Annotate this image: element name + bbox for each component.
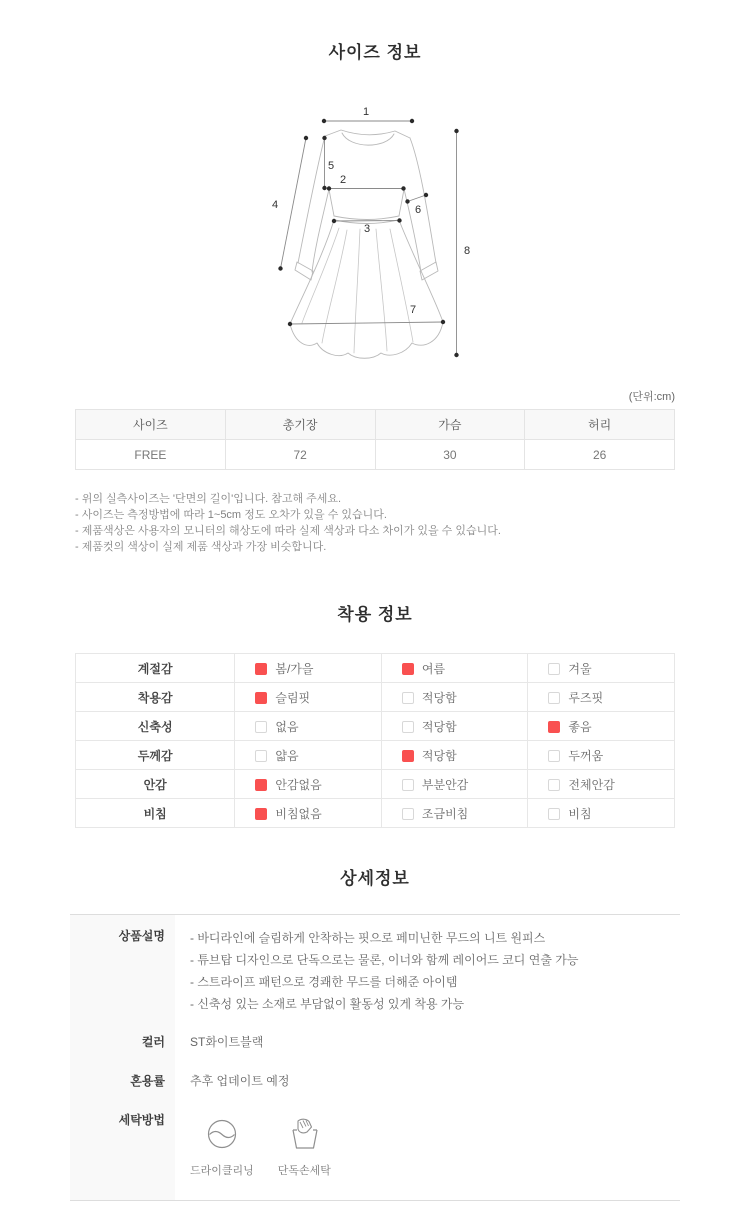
detail-description [175, 915, 680, 1021]
fit-option-label: 비침 [568, 806, 592, 821]
checkbox-icon [402, 663, 414, 675]
fit-row-label: 두께감 [76, 741, 235, 770]
fit-option [528, 770, 675, 799]
fit-row-thickness [76, 741, 675, 770]
checkbox-icon [255, 808, 267, 820]
fit-option [528, 712, 675, 741]
fit-option [235, 683, 382, 712]
fit-row-stretch [76, 712, 675, 741]
dress-measurement-diagram [255, 96, 495, 376]
size-cell: 26 [525, 440, 675, 470]
fit-option [381, 799, 528, 828]
checkbox-icon [402, 721, 414, 733]
fit-option-label: 두꺼움 [568, 748, 604, 763]
wash-method-label: 드라이클리닝 [190, 1165, 254, 1177]
detail-row-label-washing: 세탁방법 [70, 1099, 175, 1200]
description-line: - 튜브탑 디자인으로 단독으로는 물론, 이너와 함께 레이어드 코디 연출 가능 [190, 953, 579, 967]
checkbox-icon [402, 808, 414, 820]
measure-label-2: 2 [339, 174, 347, 186]
checkbox-icon [548, 663, 560, 675]
checkbox-icon [255, 721, 267, 733]
fit-option-label: 좋음 [568, 719, 592, 734]
fit-option-label: 적당함 [421, 748, 457, 763]
fit-option-label: 비침없음 [275, 806, 322, 821]
measurement-numbers [272, 106, 470, 316]
fit-option [381, 654, 528, 683]
fit-option-label: 안감없음 [275, 777, 322, 792]
size-col-header: 총기장 [225, 410, 375, 440]
size-note: - 제품컷의 색상이 실제 제품 색상과 가장 비슷합니다. [75, 541, 327, 553]
detail-color-value: ST화이트블랙 [190, 1035, 264, 1049]
checkbox-icon [402, 779, 414, 791]
detail-fabric-value: 추후 업데이트 예정 [190, 1074, 290, 1088]
wash-method-hand-wash [278, 1115, 331, 1178]
fit-option-label: 봄/가을 [275, 661, 314, 676]
fit-option [528, 654, 675, 683]
fit-option [235, 654, 382, 683]
measure-label-5: 5 [327, 160, 335, 172]
checkbox-icon [255, 692, 267, 704]
checkbox-icon [255, 750, 267, 762]
fit-row-label: 계절감 [76, 654, 235, 683]
size-note: - 위의 실측사이즈는 '단면의 길이'입니다. 참고해 주세요. [75, 493, 342, 505]
fit-option-label: 없음 [275, 719, 299, 734]
fit-row-label: 비침 [76, 799, 235, 828]
fit-option [235, 799, 382, 828]
size-col-header: 사이즈 [76, 410, 226, 440]
size-col-header: 허리 [525, 410, 675, 440]
size-section-title: 사이즈 정보 [328, 43, 422, 62]
fit-option-label: 겨울 [568, 661, 592, 676]
description-line: - 신축성 있는 소재로 부담없이 활동성 있게 착용 가능 [190, 997, 465, 1011]
size-notes [75, 491, 675, 555]
detail-section-title: 상세정보 [340, 869, 410, 888]
fit-option [528, 741, 675, 770]
detail-row-label-fabric: 혼용률 [70, 1060, 175, 1099]
measurement-lines [281, 121, 457, 355]
fit-section-title: 착용 정보 [337, 605, 413, 624]
dry-cleaning-icon [203, 1115, 241, 1153]
size-table-header-row [76, 410, 675, 440]
fit-option-label: 얇음 [275, 748, 299, 763]
fit-option [381, 741, 528, 770]
unit-label: (단위:cm) [628, 391, 675, 403]
fit-option [528, 799, 675, 828]
size-cell: 30 [375, 440, 525, 470]
fit-info-table [75, 653, 675, 828]
size-table [75, 409, 675, 470]
measure-label-1: 1 [362, 106, 370, 118]
measure-label-8: 8 [463, 245, 471, 257]
size-col-header: 가슴 [375, 410, 525, 440]
fit-option-label: 적당함 [421, 690, 457, 705]
description-line: - 스트라이프 패턴으로 경쾌한 무드를 더해준 아이템 [190, 975, 458, 989]
checkbox-icon [402, 692, 414, 704]
checkbox-icon [402, 750, 414, 762]
fit-option [235, 712, 382, 741]
skirt-fold-lines [302, 228, 413, 353]
fit-row-sheerness [76, 799, 675, 828]
hand-wash-icon [285, 1115, 323, 1153]
fit-option-label: 여름 [421, 661, 446, 676]
fit-option-label: 전체안감 [568, 777, 615, 792]
description-line: - 바디라인에 슬림하게 안착하는 핏으로 페미닌한 무드의 니트 원피스 [190, 931, 546, 945]
wash-method-dry-cleaning [190, 1115, 254, 1178]
fit-option [528, 683, 675, 712]
fit-row-fit [76, 683, 675, 712]
wash-method-label: 단독손세탁 [277, 1165, 331, 1177]
detail-row-label-color: 컬러 [70, 1021, 175, 1060]
fit-row-label: 신축성 [76, 712, 235, 741]
measure-label-6: 6 [414, 204, 422, 216]
checkbox-icon [255, 663, 267, 675]
size-note: - 제품색상은 사용자의 모니터의 해상도에 따라 실제 색상과 다소 차이가 있을 수 있습니다. [75, 525, 501, 537]
fit-option [381, 683, 528, 712]
dress-diagram-svg [255, 96, 495, 376]
measure-label-3: 3 [363, 223, 371, 235]
washing-methods [175, 1099, 680, 1200]
fit-option-label: 적당함 [421, 719, 457, 734]
fit-option-label: 조금비침 [421, 806, 469, 821]
size-cell: FREE [76, 440, 226, 470]
fit-option [235, 770, 382, 799]
fit-option [381, 712, 528, 741]
fit-row-label: 착용감 [76, 683, 235, 712]
checkbox-icon [548, 692, 560, 704]
detail-info-table [70, 914, 680, 1201]
fit-option-label: 루즈핏 [568, 690, 604, 705]
checkbox-icon [548, 750, 560, 762]
checkbox-icon [255, 779, 267, 791]
size-table-row [76, 440, 675, 470]
fit-option [381, 770, 528, 799]
checkbox-icon [548, 779, 560, 791]
checkbox-icon [548, 808, 560, 820]
measure-label-4: 4 [271, 199, 279, 211]
measure-label-7: 7 [409, 304, 417, 316]
size-note: - 사이즈는 측정방법에 따라 1~5cm 정도 오차가 있을 수 있습니다. [75, 509, 387, 521]
fit-option-label: 슬림핏 [275, 690, 311, 705]
fit-option [235, 741, 382, 770]
bottom-spacer [0, 1201, 750, 1227]
fit-row-label: 안감 [76, 770, 235, 799]
fit-row-lining [76, 770, 675, 799]
fit-option-label: 부분안감 [421, 777, 469, 792]
detail-row-label-description: 상품설명 [70, 915, 175, 1021]
fit-row-season [76, 654, 675, 683]
size-cell: 72 [225, 440, 375, 470]
checkbox-icon [548, 721, 560, 733]
